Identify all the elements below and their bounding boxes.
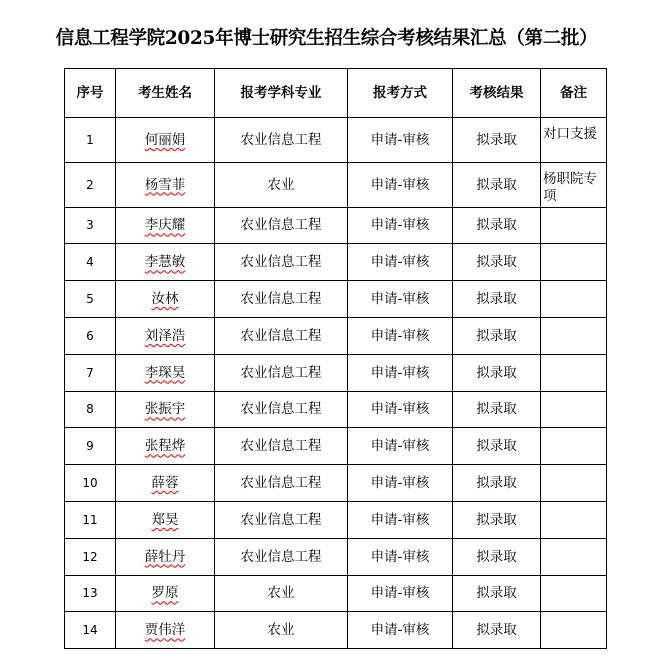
table-row [65, 244, 607, 281]
cell-index: 11 [65, 501, 116, 538]
table-row [65, 538, 607, 575]
cell-remark [541, 575, 607, 612]
cell-major: 农业信息工程 [215, 207, 348, 244]
cell-result: 拟录取 [453, 244, 541, 281]
cell-major: 农业 [215, 162, 348, 207]
cell-remark [541, 207, 607, 244]
table-row [65, 501, 607, 538]
cell-name [116, 354, 215, 391]
table-row [65, 428, 607, 465]
cell-remark [541, 465, 607, 502]
cell-major: 农业信息工程 [215, 317, 348, 354]
cell-method: 申请-审核 [348, 281, 453, 318]
cell-major: 农业信息工程 [215, 391, 348, 428]
cell-major: 农业信息工程 [215, 501, 348, 538]
table-row [65, 465, 607, 502]
cell-result: 拟录取 [453, 118, 541, 163]
student-name: 薛牡丹 [144, 548, 186, 565]
student-name: 张程烨 [144, 438, 186, 455]
student-name: 李琛昊 [144, 364, 186, 381]
cell-index: 14 [65, 612, 116, 649]
cell-method: 申请-审核 [348, 575, 453, 612]
cell-remark [541, 244, 607, 281]
cell-method: 申请-审核 [348, 207, 453, 244]
cell-name [116, 162, 215, 207]
table-header-row [65, 69, 607, 118]
cell-index: 13 [65, 575, 116, 612]
cell-method: 申请-审核 [348, 118, 453, 163]
cell-result: 拟录取 [453, 281, 541, 318]
table-row [65, 575, 607, 612]
cell-index: 9 [65, 428, 116, 465]
cell-remark [541, 281, 607, 318]
cell-name [116, 244, 215, 281]
student-name: 刘泽浩 [144, 327, 186, 344]
cell-method: 申请-审核 [348, 538, 453, 575]
cell-major: 农业信息工程 [215, 354, 348, 391]
cell-result: 拟录取 [453, 354, 541, 391]
header-result: 考核结果 [453, 69, 541, 118]
table-row [65, 612, 607, 649]
cell-result: 拟录取 [453, 317, 541, 354]
cell-index: 4 [65, 244, 116, 281]
table-row [65, 354, 607, 391]
cell-index: 8 [65, 391, 116, 428]
results-table [64, 68, 607, 649]
cell-result: 拟录取 [453, 207, 541, 244]
cell-remark [541, 501, 607, 538]
student-name: 何丽娟 [144, 131, 186, 148]
cell-method: 申请-审核 [348, 354, 453, 391]
table-row [65, 281, 607, 318]
cell-index: 7 [65, 354, 116, 391]
student-name: 杨雪菲 [144, 176, 186, 193]
cell-major: 农业信息工程 [215, 428, 348, 465]
student-name: 贾伟洋 [144, 622, 186, 639]
cell-remark [541, 391, 607, 428]
cell-name [116, 612, 215, 649]
cell-result: 拟录取 [453, 391, 541, 428]
cell-index: 10 [65, 465, 116, 502]
cell-method: 申请-审核 [348, 501, 453, 538]
cell-result: 拟录取 [453, 162, 541, 207]
student-name: 薛蓉 [151, 475, 179, 492]
table-row [65, 162, 607, 207]
cell-method: 申请-审核 [348, 428, 453, 465]
cell-remark: 对口支援 [541, 118, 607, 163]
cell-result: 拟录取 [453, 465, 541, 502]
cell-name [116, 575, 215, 612]
cell-remark [541, 317, 607, 354]
cell-result: 拟录取 [453, 428, 541, 465]
cell-remark [541, 428, 607, 465]
cell-major: 农业信息工程 [215, 465, 348, 502]
cell-name [116, 428, 215, 465]
cell-name [116, 317, 215, 354]
cell-result: 拟录取 [453, 501, 541, 538]
cell-major: 农业信息工程 [215, 281, 348, 318]
cell-method: 申请-审核 [348, 465, 453, 502]
table-row [65, 317, 607, 354]
cell-name [116, 118, 215, 163]
cell-result: 拟录取 [453, 612, 541, 649]
cell-result: 拟录取 [453, 538, 541, 575]
cell-index: 12 [65, 538, 116, 575]
cell-index: 2 [65, 162, 116, 207]
table-row [65, 118, 607, 163]
student-name: 郑昊 [151, 511, 179, 528]
cell-name [116, 207, 215, 244]
cell-index: 3 [65, 207, 116, 244]
cell-major: 农业 [215, 612, 348, 649]
cell-method: 申请-审核 [348, 317, 453, 354]
student-name: 汝林 [151, 291, 179, 308]
header-index: 序号 [65, 69, 116, 118]
cell-major: 农业信息工程 [215, 244, 348, 281]
cell-remark [541, 354, 607, 391]
document-title: 信息工程学院2025年博士研究生招生综合考核结果汇总（第二批） [55, 28, 598, 49]
table-row [65, 391, 607, 428]
cell-major: 农业 [215, 575, 348, 612]
cell-method: 申请-审核 [348, 162, 453, 207]
header-remark: 备注 [541, 69, 607, 118]
table-row [65, 207, 607, 244]
header-name: 考生姓名 [116, 69, 215, 118]
header-major: 报考学科专业 [215, 69, 348, 118]
cell-index: 1 [65, 118, 116, 163]
cell-remark [541, 612, 607, 649]
cell-remark: 杨职院专项 [541, 162, 607, 207]
cell-index: 6 [65, 317, 116, 354]
student-name: 李慧敏 [144, 254, 186, 271]
cell-name [116, 465, 215, 502]
cell-name [116, 538, 215, 575]
cell-remark [541, 538, 607, 575]
cell-method: 申请-审核 [348, 244, 453, 281]
cell-name [116, 281, 215, 318]
header-method: 报考方式 [348, 69, 453, 118]
cell-major: 农业信息工程 [215, 538, 348, 575]
student-name: 张振宇 [144, 401, 186, 418]
student-name: 李庆耀 [144, 217, 186, 234]
cell-method: 申请-审核 [348, 612, 453, 649]
cell-major: 农业信息工程 [215, 118, 348, 163]
cell-name [116, 391, 215, 428]
cell-result: 拟录取 [453, 575, 541, 612]
student-name: 罗原 [151, 585, 179, 602]
cell-index: 5 [65, 281, 116, 318]
cell-name [116, 501, 215, 538]
cell-method: 申请-审核 [348, 391, 453, 428]
